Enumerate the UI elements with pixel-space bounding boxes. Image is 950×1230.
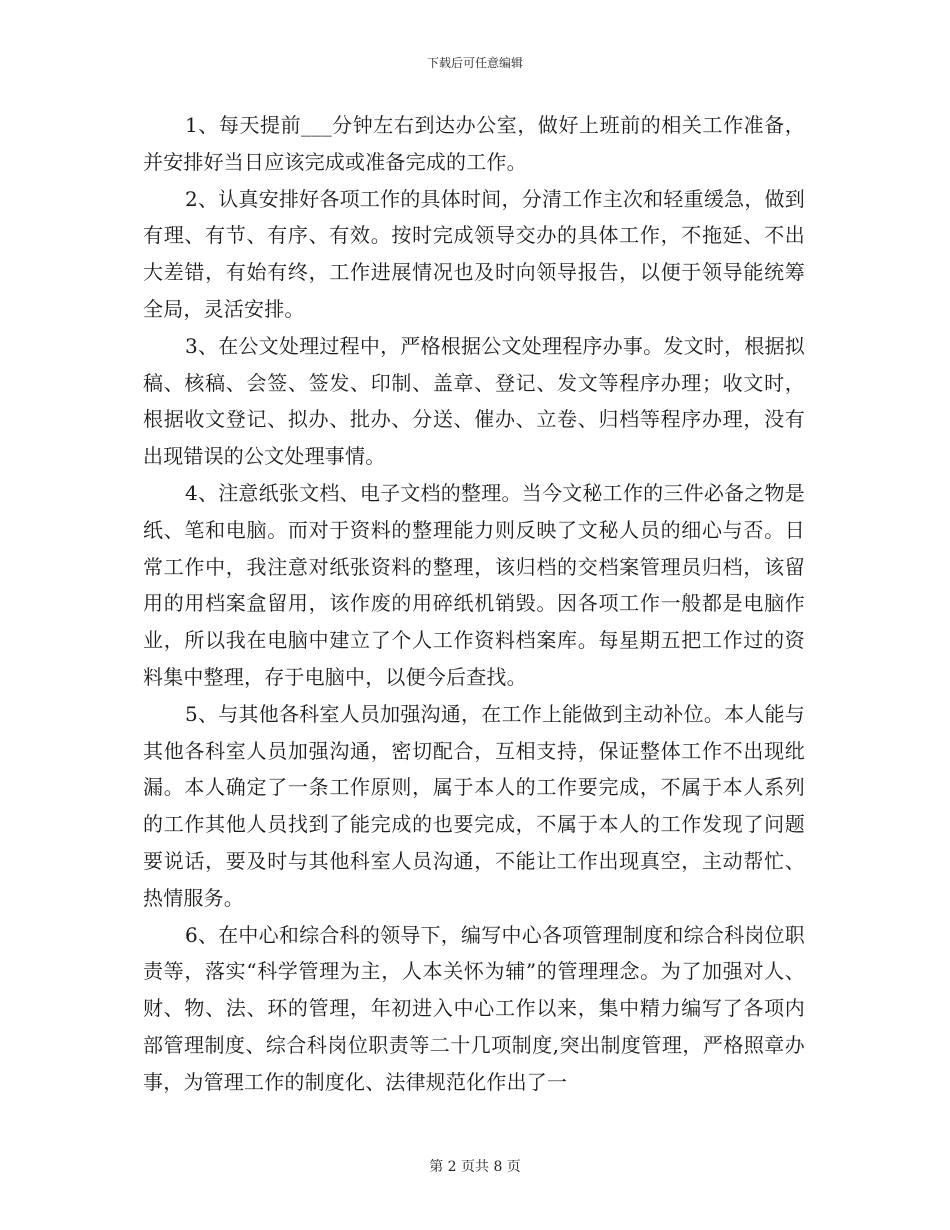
page-footer: 第 2 页共 8 页	[429, 1159, 521, 1175]
paragraph-2: 2、认真安排好各项工作的具体时间，分清工作主次和轻重缓急，做到有理、有节、有序、有效。按时完成领导交办的具体工作，不拖延、不出大差错，有始有终，工作进展情况也及时向领导报告，以便于领导能统筹全局，灵活安排。	[143, 186, 805, 321]
paragraph-6: 6、在中心和综合科的领导下，编写中心各项管理制度和综合科岗位职责等，落实“科学管理为主，人本关怀为辅”的管理理念。为了加强对人、财、物、法、环的管理，年初进入中心工作以来，集中精力编写了各项内部管理制度、综合科岗位职责等二十几项制度,突出制度管理，严格照章办事，为管理工作的制度化、法律规范化作出了一	[143, 922, 805, 1094]
page-header: 下载后可任意编辑	[426, 56, 523, 70]
paragraph-4: 4、注意纸张文档、电子文档的整理。当今文秘工作的三件必备之物是纸、笔和电脑。而对于资料的整理能力则反映了文秘人员的细心与否。日常工作中，我注意对纸张资料的整理，该归档的交档案管理员归档，该留用的用档案盒留用，该作废的用碎纸机销毁。因各项工作一般都是电脑作业，所以我在电脑中建立了个人工作资料档案库。每星期五把工作过的资料集中整理，存于电脑中，以便今后查找。	[143, 480, 805, 689]
paragraph-3: 3、在公文处理过程中，严格根据公文处理程序办事。发文时，根据拟稿、核稿、会签、签发、印制、盖章、登记、发文等程序办理；收文时，根据收文登记、拟办、批办、分送、催办、立卷、归档等程序办理，没有出现错误的公文处理事情。	[143, 333, 805, 469]
paragraph-1: 1、每天提前___分钟左右到达办公室，做好上班前的相关工作准备，并安排好当日应该完成或准备完成的工作。	[143, 113, 805, 174]
paragraph-5: 5、与其他各科室人员加强沟通，在工作上能做到主动补位。本人能与其他各科室人员加强沟通，密切配合，互相支持，保证整体工作不出现纰漏。本人确定了一条工作原则，属于本人的工作要完成，不属于本人系列的工作其他人员找到了能完成的也要完成，不属于本人的工作发现了问题要说话，要及时与其他科室人员沟通，不能让工作出现真空，主动帮忙、热情服务。	[143, 701, 805, 910]
document-body	[143, 107, 805, 1101]
